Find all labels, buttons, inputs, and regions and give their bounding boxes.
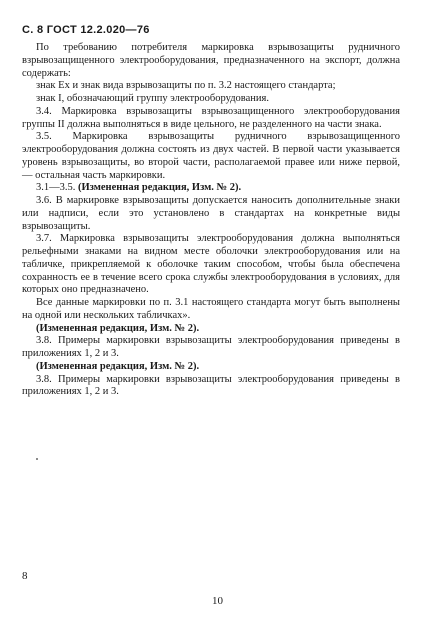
paragraph-all-data: Все данные маркировки по п. 3.1 настоящего стандарта могут быть выполнены на одной или нескольких табличках». <box>22 297 400 321</box>
paragraph-3-8-first: 3.8. Примеры маркировки взрывозащиты электрооборудования приведены в приложениях 1, 2 и 3. <box>22 335 400 359</box>
paragraph-group-sign: знак I, обозначающий группу электрооборудования. <box>36 93 269 104</box>
amendment-range: 3.1—3.5. <box>36 182 78 194</box>
paragraph-amendment-3-1-3-5 <box>22 182 400 195</box>
paragraph-amendment-note-3 <box>22 361 400 374</box>
amendment-note: (Измененная редакция, Изм. № 2). <box>78 182 242 194</box>
stray-dot <box>36 458 38 460</box>
paragraph-amendment-note-2 <box>22 323 400 336</box>
paragraph-ex-sign: знак Ex и знак вида взрывозащиты по п. 3.2 настоящего стандарта; <box>36 80 336 92</box>
paragraph-3-8-second: 3.8. Примеры маркировки взрывозащиты электрооборудования приведены в приложениях 1, 2 и 3. <box>22 373 400 398</box>
page-number-left: 8 <box>22 570 28 582</box>
amendment-note: (Измененная редакция, Изм. № 2). <box>36 322 200 334</box>
document-header: С. 8 ГОСТ 12.2.020—76 <box>22 24 150 36</box>
paragraph-3-4: 3.4. Маркировка взрывозащиты взрывозащищенного электрооборудования группы II должна выполняться в виде цельного, не разделенного на части знака. <box>22 105 400 130</box>
page-number-center: 10 <box>212 595 223 607</box>
document-body <box>22 42 400 399</box>
amendment-note: (Измененная редакция, Изм. № 2). <box>36 360 200 372</box>
paragraph-3-6: 3.6. В маркировке взрывозащиты допускается наносить дополнительные знаки или надписи, если это установлено в стандартах на конкретные виды взрывозащиты. <box>22 195 400 232</box>
paragraph-3-7: 3.7. Маркировка взрывозащиты электрооборудования должна выполняться рельефными знаками на видном месте оболочки электрооборудования или на табличке, прикрепляемой к оболочке таким способом, чтобы была обеспечена сохранность ее в течение всего срока службы электрооборудования в условиях, для которых оно предназначено. <box>22 233 400 296</box>
paragraph-3-5: 3.5. Маркировка взрывозащиты рудничного взрывозащищенного электрооборудования должна состоять из двух частей. В первой части указывается уровень взрывозащиты, во второй части, располагаемой правее или ниже первой, — остальная часть маркировки. <box>22 131 400 181</box>
paragraph-export-marking: По требованию потребителя маркировка взрывозащиты рудничного взрывозащищенного электрооборудования, предназначенного на экспорт, должна содержать: <box>22 42 400 79</box>
